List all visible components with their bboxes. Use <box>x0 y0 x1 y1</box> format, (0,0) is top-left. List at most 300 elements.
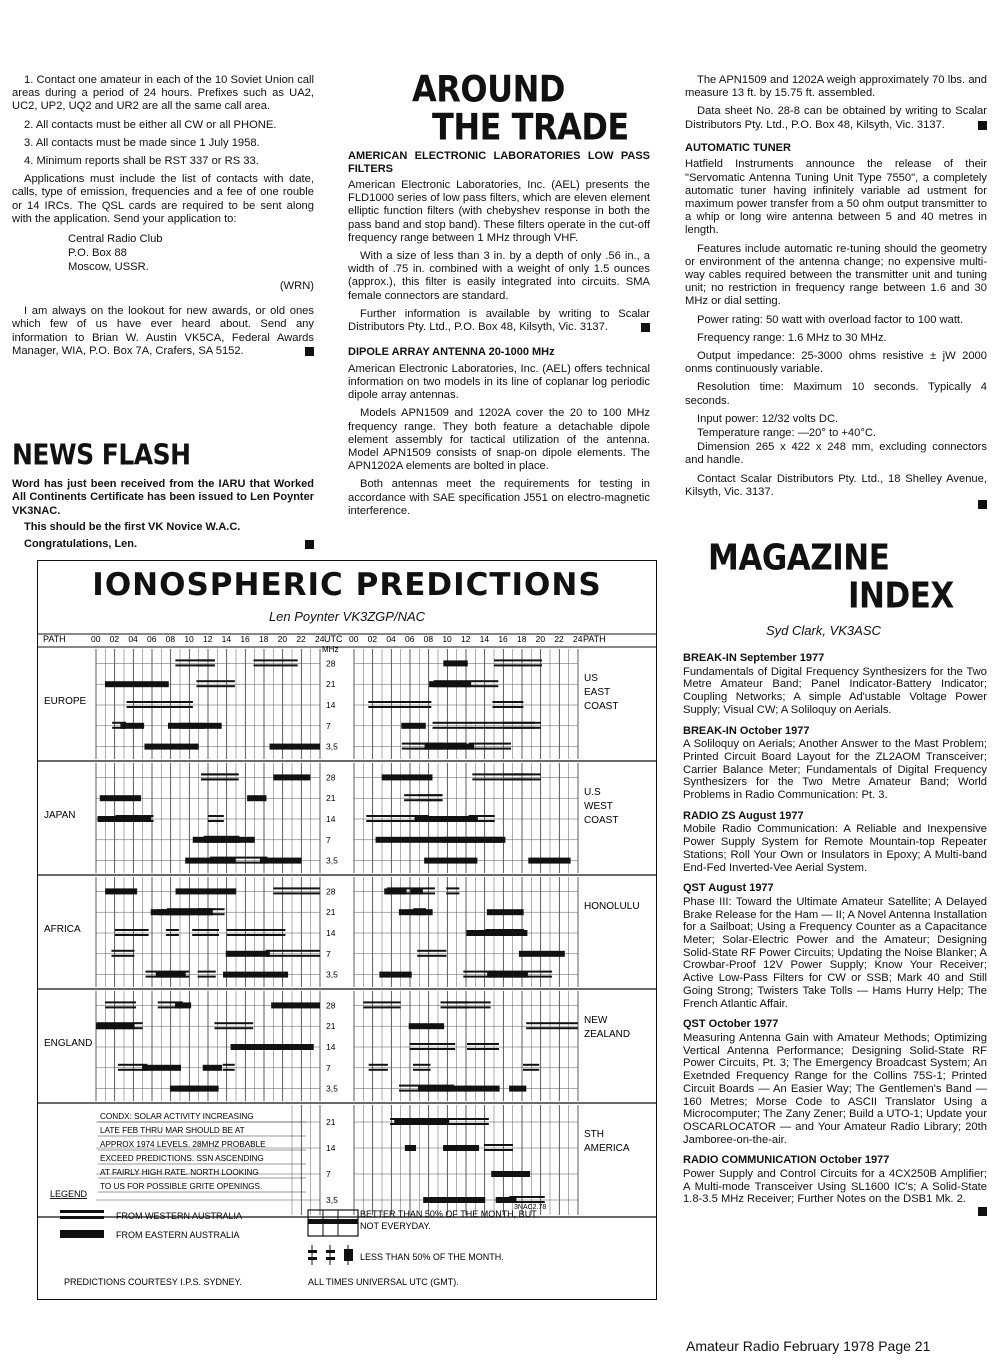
product-text: Data sheet No. 28-8 can be obtained by writing to Scalar Distributors Pty. Ltd., P.O. Box 48, Kilsyth, Vic. 3137. <box>685 105 987 131</box>
prediction-bar-west <box>214 1027 253 1029</box>
prediction-bar-west <box>366 820 388 822</box>
freq-label: 14 <box>326 700 336 710</box>
prediction-bar-west <box>198 976 216 978</box>
prediction-bar-west <box>492 701 523 703</box>
prediction-bar-west <box>369 1069 388 1071</box>
trade-paragraph: American Electronic Laboratories, Inc. (AEL) presents the FLD1000 series of low pass filters, which are eleven element elliptic function filters (with chebyshev response in both the pass band and stop band). These filters operate in the cut-off frequency range between 1 MHz through VHF. <box>348 179 650 244</box>
forecast-note-line: TO US FOR POSSIBLE GRITE OPENINGS. <box>100 1182 263 1191</box>
hour-tick-right: 22 <box>554 634 564 644</box>
section-heading: DIPOLE ARRAY ANTENNA 20-1000 MHz <box>348 346 555 359</box>
prediction-bar-west <box>469 820 495 822</box>
news-congrats <box>12 538 314 551</box>
chart-title: IONOSPHERIC PREDICTIONS <box>92 567 602 603</box>
index-text: Power Supply and Control Circuits for a 4CX250B Amplifier; A Multi-mode Transceiver Using SL1600 IC's; A Solid-State 1.8-3.5 MHz Receiver; Further Notes on the DSB1 Mk. 2. <box>683 1168 987 1206</box>
index-text: Measuring Antenna Gain with Amateur Methods; Optimizing Vertical Antenna Performance; Designing Solid-State RF Power Circuits, Pt. 3; The Emergency Broadcast System; An Exetnded Frequency Range for the Collins 75S-1; Printed Circuit Boards — An Easier Way; The Gentlemen's Band — 160 Metres; Morse Code to ASCII Translator Using a Microcomputer; The Zany Zener; Build a UTO-1; Update your OSCARLOCATOR — and Your Amateur Radio Library; 20th Jamboree-on-the-air. <box>683 1031 987 1146</box>
chart-legend <box>38 1183 656 1293</box>
prediction-bar-west <box>158 1001 183 1003</box>
prediction-bar-west <box>387 887 435 889</box>
prediction-bar-west <box>198 971 216 973</box>
prediction-bar-east <box>247 795 266 801</box>
freq-label: 7 <box>326 1169 331 1179</box>
hour-tick-right: 18 <box>517 634 527 644</box>
prediction-bar-west <box>105 1006 136 1008</box>
prediction-bar-west <box>196 685 234 687</box>
prediction-bar-west <box>97 1022 143 1024</box>
product-spec: Power rating: 50 watt with overload factor to 100 watt. <box>697 313 964 326</box>
freq-label: 7 <box>326 834 331 845</box>
lookout-text: I am always on the lookout for new awards, or old ones which few of us have ever heard about. Send any information to Brian W. Austin VK5CA, Federal Awards Manager, WIA, P.O. Box 7A, Crafers, SA 5152. <box>12 305 314 357</box>
prediction-bar-west <box>435 1118 489 1120</box>
hour-tick-left: 00 <box>91 634 101 644</box>
index-text-last <box>683 1168 987 1206</box>
hour-tick-left: 04 <box>128 634 138 644</box>
prediction-bar-east <box>379 972 411 978</box>
prediction-bar-west <box>469 748 511 750</box>
prediction-bar-west <box>192 934 219 936</box>
prediction-bar-west <box>418 794 442 796</box>
freq-label: 21 <box>326 793 336 804</box>
freq-label: 28 <box>326 772 336 783</box>
prediction-bar-west <box>467 1043 499 1045</box>
prediction-bar-west <box>266 950 320 952</box>
prediction-bar-west <box>166 929 179 931</box>
address-line: Central Radio Club <box>68 233 163 246</box>
index-heading: RADIO COMMUNICATION October 1977 <box>683 1154 890 1167</box>
prediction-bar-west <box>138 706 180 708</box>
hour-tick-left: 10 <box>184 634 194 644</box>
rule-3: 3. All contacts must be made since 1 July 1958. <box>24 136 260 149</box>
applications-paragraph: Applications must include the list of contacts with date, calls, type of emission, frequencies and a fee of one rouble or 14 IRCs. The QSL cards are required to be sent along with the application. Send your application to: <box>12 173 314 225</box>
prediction-bar-east <box>176 888 237 894</box>
prediction-bar-west <box>138 701 180 703</box>
prediction-bar-west <box>223 1064 235 1066</box>
product-paragraph: Features include automatic re-tuning should the geometry or environment of the antenna change; no expensive multi-way cables required between the transmitter unit and tuning unit; no restriction in frequency range between 1.6 and 30 MHz or dial setting. <box>685 242 987 308</box>
product-spec: Frequency range: 1.6 MHz to 30 MHz. <box>697 331 887 344</box>
hour-tick-right: 04 <box>386 634 396 644</box>
hour-tick-right: 24 <box>573 634 583 644</box>
prediction-bar-west <box>433 727 472 729</box>
prediction-bar-east <box>144 744 198 750</box>
prediction-bar-west <box>214 1022 253 1024</box>
forecast-note-line: CONDX: SOLAR ACTIVITY INCREASING <box>100 1112 254 1121</box>
freq-label: 14 <box>326 1143 336 1153</box>
hour-tick-right: 06 <box>405 634 415 644</box>
end-mark <box>978 500 987 509</box>
prediction-bar-west <box>273 887 320 889</box>
legend-title: LEGEND <box>50 1189 88 1199</box>
product-paragraph: The APN1509 and 1202A weigh approximately 70 lbs. and measure 13 ft. by 15.75 ft. assembled. <box>685 74 987 100</box>
hour-tick-left: 24 <box>315 634 325 644</box>
legend-east-swatch <box>60 1230 104 1238</box>
hour-tick-right: 20 <box>535 634 546 644</box>
product-text: Contact Scalar Distributors Pty. Ltd., 18 Shelley Avenue, Kilsyth, Vic. 3137. <box>685 472 987 498</box>
hour-tick-left: 16 <box>240 634 250 644</box>
freq-label: 14 <box>326 928 336 938</box>
prediction-bar-west <box>448 1006 491 1008</box>
prediction-bar-east <box>429 681 471 687</box>
legend-east-label: FROM EASTERN AUSTRALIA <box>116 1230 240 1240</box>
path-left-label: ENGLAND <box>44 1038 93 1049</box>
prediction-bar-east <box>464 1086 499 1092</box>
prediction-bar-west <box>273 892 320 894</box>
path-left-label: JAPAN <box>44 810 76 821</box>
freq-label: 28 <box>326 658 336 669</box>
index-text: A Soliloquy on Aerials; Another Answer to the Mast Problem; Printed Circuit Board Layout for the ZL2AOM Transceiver; Carrier Balance Meter; Fundamentals of Digital Frequency Synthesizers for the Two Metre Amateur Band; World Problems in Radio Communication: Pt. 3. <box>683 738 987 802</box>
prediction-bar-west <box>369 1064 388 1066</box>
prediction-bar-west <box>227 934 286 936</box>
path-right-label: COAST <box>584 701 619 713</box>
freq-label: 3,5 <box>326 1083 338 1094</box>
index-entry <box>683 882 987 1010</box>
prediction-bar-east <box>271 1002 320 1008</box>
path-right-label: ZEALAND <box>584 1029 631 1041</box>
prediction-bar-west <box>253 659 297 661</box>
prediction-bar-east <box>168 723 222 729</box>
prediction-bar-east <box>443 660 467 666</box>
prediction-bar-west <box>526 1022 578 1024</box>
prediction-bar-east <box>156 972 186 978</box>
prediction-bar-east <box>274 774 311 780</box>
prediction-bar-east <box>409 1023 444 1029</box>
prediction-bar-east <box>231 1044 274 1050</box>
trade-text: Further information is available by writing to Scalar Distributors Pty. Ltd., P.O. Box 48, Kilsyth, Vic. 3137. <box>348 307 650 334</box>
path-label-right: PATH <box>583 634 606 644</box>
times-text: ALL TIMES UNIVERSAL UTC (GMT). <box>308 1277 459 1287</box>
path-right-label: WEST <box>584 801 613 813</box>
end-mark <box>305 540 314 549</box>
prediction-bar-east <box>105 888 137 894</box>
path-right-label: U.S <box>584 787 601 799</box>
index-entry <box>683 725 987 802</box>
prediction-bar-west <box>503 778 524 780</box>
freq-label: 21 <box>326 907 336 918</box>
hour-tick-left: 12 <box>203 634 213 644</box>
news-text: Word has just been received from the IARU that Worked All Continents Certificate has been issued to Len Poynter VK3NAC. <box>12 478 314 517</box>
prediction-bar-west <box>489 971 552 973</box>
hour-tick-left: 20 <box>277 634 288 644</box>
end-mark <box>978 1207 987 1216</box>
legend-better-label-1: BETTER THAN 50% OF THE MONTH, BUT <box>360 1209 537 1219</box>
trade-title-2: THE TRADE <box>432 105 629 149</box>
prediction-bar-west <box>417 955 446 957</box>
prediction-bar-west <box>469 815 495 817</box>
chart-subtitle: Len Poynter VK3ZGP/NAC <box>268 609 426 624</box>
product-paragraph <box>685 473 987 499</box>
hour-tick-right: 14 <box>479 634 490 644</box>
column-products <box>685 74 987 509</box>
prediction-bar-west <box>410 1043 456 1045</box>
prediction-bar-west <box>112 727 126 729</box>
prediction-bar-west <box>175 664 215 666</box>
path-right-label: HONOLULU <box>584 901 640 913</box>
prediction-bar-east <box>223 972 288 978</box>
index-entry <box>683 1154 987 1206</box>
product-spec: Input power: 12/32 volts DC. <box>697 412 839 425</box>
mhz-label: MHz <box>322 645 339 654</box>
legend-west-label: FROM WESTERN AUSTRALIA <box>116 1211 243 1221</box>
prediction-bar-east <box>436 837 501 843</box>
prediction-bar-east <box>158 909 193 915</box>
legend-less-label: LESS THAN 50% OF THE MONTH. <box>360 1252 504 1262</box>
trade-paragraph: Both antennas meet the requirements for testing in accordance with SAE specification J551 on electro-magnetic interference. <box>348 478 650 517</box>
prediction-bar-west <box>484 1144 513 1146</box>
prediction-bar-west <box>111 950 134 952</box>
hour-tick-left: 02 <box>109 634 120 644</box>
prediction-bar-west <box>390 1118 442 1120</box>
prediction-bar-west <box>448 1001 491 1003</box>
prediction-bar-west <box>390 1123 442 1125</box>
prediction-bar-west <box>435 1123 489 1125</box>
address-block <box>68 232 314 274</box>
freq-label: 7 <box>326 1062 331 1073</box>
prediction-bar-west <box>413 1064 431 1066</box>
rule-4: 4. Minimum reports shall be RST 337 or RS 33. <box>24 155 259 168</box>
prediction-bar-west <box>399 1090 454 1092</box>
prediction-bar-west <box>115 934 149 936</box>
prediction-bar-west <box>484 1149 513 1151</box>
freq-label: 7 <box>326 948 331 959</box>
prediction-bar-west <box>266 955 320 957</box>
prediction-bar-west <box>446 892 459 894</box>
prediction-bar-west <box>158 1006 183 1008</box>
lookout-paragraph <box>12 305 314 358</box>
prediction-bar-west <box>208 815 224 817</box>
hour-tick-right: 08 <box>423 634 434 644</box>
freq-label: 21 <box>326 1117 336 1127</box>
end-mark <box>641 323 650 332</box>
hour-tick-right: 00 <box>349 634 359 644</box>
index-entry <box>683 652 987 717</box>
prediction-bar-west <box>196 680 234 682</box>
index-heading: BREAK-IN October 1977 <box>683 724 810 737</box>
product-spec: Dimension 265 x 422 x 248 mm, excluding connectors and handle. <box>685 441 987 467</box>
prediction-bar-west <box>467 1048 499 1050</box>
prediction-bar-west <box>363 1001 400 1003</box>
prediction-bar-west <box>227 929 286 931</box>
hour-tick-left: 22 <box>296 634 306 644</box>
product-spec: Temperature range: —20° to +40°C. <box>697 426 877 439</box>
page-footer: Amateur Radio February 1978 Page 21 <box>686 1338 931 1354</box>
path-right-label: COAST <box>584 815 619 827</box>
author-signature: 3NAC2.78 <box>514 1204 547 1211</box>
prediction-bar-west <box>210 857 268 859</box>
news-text: Congratulations, Len. <box>24 537 138 550</box>
product-spec: Output impedance: 25-3000 ohms resistive ± jW 2000 onms continuously variable. <box>685 349 987 376</box>
product-paragraph <box>685 105 987 131</box>
index-author: Syd Clark, VK3ASC <box>766 623 881 638</box>
column-trade <box>348 150 650 523</box>
chart-dynamic-layer <box>38 634 656 1217</box>
end-mark <box>305 347 314 356</box>
hour-tick-right: 02 <box>367 634 378 644</box>
index-entry <box>683 1018 987 1146</box>
path-right-label: STH <box>584 1129 604 1141</box>
prediction-bar-west <box>413 1069 431 1071</box>
utc-label: UTC <box>324 634 343 644</box>
rule-1: 1. Contact one amateur in each of the 10 Soviet Union call areas during a period of 24 hours. Prefixes such as UA2, UC2, UP2, UQ2 and UR2 are all the same call area. <box>12 74 314 113</box>
freq-label: 21 <box>326 679 336 690</box>
prediction-bar-west <box>413 913 426 915</box>
source-credit: (WRN) <box>279 280 314 293</box>
prediction-bar-west <box>253 664 297 666</box>
prediction-bar-west <box>433 722 472 724</box>
prediction-bar-west <box>410 1048 456 1050</box>
trade-paragraph: With a size of less than 3 in. by a depth of only .56 in., a width of .75 in. combined with a weight of only 1.5 ounces (approx.), this filter is easily integrated into circuits. SMA female connectors are standard. <box>348 250 650 302</box>
prediction-bar-west <box>504 722 540 724</box>
prediction-bar-west <box>366 815 388 817</box>
index-heading: BREAK-IN September 1977 <box>683 652 825 664</box>
prediction-bar-west <box>368 701 431 703</box>
path-left-label: AFRICA <box>44 924 81 935</box>
address-line: Moscow, USSR. <box>68 261 149 274</box>
prediction-bar-west <box>363 1006 400 1008</box>
rule-2: 2. All contacts must be either all CW or all PHONE. <box>24 118 277 131</box>
prediction-bar-west <box>494 664 542 666</box>
prediction-bar-west <box>469 743 511 745</box>
freq-label: 3,5 <box>326 741 338 752</box>
prediction-bar-east <box>226 951 270 957</box>
trade-paragraph: Models APN1509 and 1202A cover the 20 to 100 MHz frequency range. They both feature a detachable dipole element assembly for tactical utilization of the antenna. Model APN1509 consists of snap-on dipole elements. The APN1202A elements are bolted in place. <box>348 407 650 473</box>
forecast-note-line: AT FAIRLY HIGH RATE. NORTH LOOKING <box>100 1168 259 1177</box>
forecast-note-line: EXCEED PREDICTIONS. SSN ASCENDING <box>100 1154 264 1163</box>
product-paragraph: Hatfield Instruments announce the release of their "Servomatic Antenna Tuning Unit Type 7550", a completely automatic tuner having infinitely variable ad ustment for maximum power transfer from a 50 ohm output transmitter to a whip or long wire antenna between 5 and 40 metres in length. <box>685 158 987 237</box>
path-label-left: PATH <box>43 634 66 644</box>
freq-label: 3,5 <box>326 1195 338 1205</box>
prediction-bar-east <box>443 1145 479 1151</box>
prediction-bar-east <box>178 1086 218 1092</box>
prediction-bar-east <box>424 858 477 864</box>
prediction-bar-west <box>97 1027 143 1029</box>
prediction-bar-west <box>166 934 179 936</box>
prediction-bar-west <box>115 929 149 931</box>
prediction-bar-west <box>446 887 459 889</box>
legend-west-swatch <box>60 1216 104 1219</box>
forecast-note-line: APPROX 1974 LEVELS. 28MHZ PROBABLE <box>100 1140 266 1149</box>
prediction-bar-west <box>368 706 431 708</box>
path-right-label: AMERICA <box>584 1143 630 1155</box>
prediction-bar-east <box>100 795 141 801</box>
prediction-bar-west <box>523 1064 539 1066</box>
freq-label: 7 <box>326 720 331 731</box>
hour-tick-left: 06 <box>147 634 157 644</box>
index-text: Phase III: Toward the Ultimate Amateur Satellite; A Delayed Brake Release for the Ham — II; A Novel Antenna Installation for a Sailboat; Using a Frequency Counter as a Capacitance Meter; Solar-Electric Power and the Amateur; Designing Solid-State RF Power Circuits; Updating the Noise Blanker; A Crowbar-Proof 12V Power Supply; Know Your Receiver; Active Low-Pass Filters for CW or SSB; Mark 40 and Still Going Strong; Twisters Take Tolls — Hams Hurry Help; The French Atlantic Affair. <box>683 895 987 1010</box>
prediction-bar-west <box>523 1069 539 1071</box>
prediction-bar-west <box>192 929 219 931</box>
prediction-bar-west <box>492 706 523 708</box>
prediction-bar-east <box>401 723 425 729</box>
trade-title-1: AROUND <box>412 67 565 111</box>
index-list <box>683 652 987 1216</box>
index-text: Fundamentals of Digital Frequency Synthesizers for the Two Metre Amateur Band; Panel Indicator-Battery Indicator; Coupling Networks; A simple Ad'ustable Voltage Power Supply; Visual CW; A Soliloquy on Aerials. <box>683 665 987 716</box>
prediction-bar-west <box>111 955 134 957</box>
freq-label: 3,5 <box>326 969 338 980</box>
prediction-bar-west <box>198 913 214 915</box>
index-heading: QST October 1977 <box>683 1018 779 1031</box>
prediction-bar-west <box>105 1001 136 1003</box>
prediction-bar-east <box>376 837 438 843</box>
prediction-bar-east <box>105 681 169 687</box>
prediction-bar-east <box>98 816 152 822</box>
prediction-bar-west <box>402 748 467 750</box>
legend-less-swatch <box>308 1245 353 1265</box>
prediction-bar-east <box>491 1171 507 1177</box>
prediction-bar-west <box>399 1085 454 1087</box>
path-left-label: EUROPE <box>44 696 87 707</box>
prediction-bar-west <box>503 773 524 775</box>
hour-tick-right: 12 <box>461 634 471 644</box>
prediction-bar-west <box>201 773 238 775</box>
section-heading: AMERICAN ELECTRONIC LABORATORIES LOW PASS FILTERS <box>348 150 650 175</box>
freq-label: 14 <box>326 814 336 824</box>
index-entry <box>683 810 987 875</box>
index-heading: QST August 1977 <box>683 882 774 895</box>
freq-label: 28 <box>326 886 336 897</box>
prediction-bar-west <box>413 908 426 910</box>
address-line: P.O. Box 88 <box>68 247 127 260</box>
index-heading: RADIO ZS August 1977 <box>683 809 804 822</box>
trade-paragraph <box>348 308 650 334</box>
prediction-bar-east <box>528 858 570 864</box>
prediction-bar-west <box>208 820 224 822</box>
path-right-label: US <box>584 673 598 685</box>
freq-label: 21 <box>326 1021 336 1032</box>
index-text: Mobile Radio Communication: A Reliable and Inexpensive Power Supply System for Remote Mountain-top Repeater Stations; Roll Your Own or Insulators in Epoxy; A Multi-band End-Fed Inverted-Vee Aerial System. <box>683 823 987 874</box>
prediction-bar-east <box>203 1065 222 1071</box>
freq-label: 3,5 <box>326 855 338 866</box>
section-heading: AUTOMATIC TUNER <box>685 141 791 154</box>
freq-label: 28 <box>326 1000 336 1011</box>
prediction-bar-east <box>519 951 565 957</box>
prediction-bar-west <box>210 862 268 864</box>
column-awards <box>12 74 314 363</box>
index-title-1: MAGAZINE <box>708 537 890 579</box>
legend-better-label-2: NOT EVERYDAY. <box>360 1221 431 1231</box>
prediction-bar-west <box>387 892 435 894</box>
news-text: This should be the first VK Novice W.A.C. <box>24 521 241 534</box>
prediction-bar-west <box>201 778 238 780</box>
hour-tick-left: 18 <box>259 634 269 644</box>
prediction-bar-west <box>223 1069 235 1071</box>
hour-tick-right: 10 <box>442 634 452 644</box>
forecast-note-line: LATE FEB THRU MAR SHOULD BE AT <box>100 1126 245 1135</box>
prediction-bar-east <box>142 1065 181 1071</box>
news-flash-title: NEWS FLASH <box>12 437 191 472</box>
ionospheric-chart <box>37 560 657 1300</box>
prediction-bar-east <box>193 837 255 843</box>
courtesy-text: PREDICTIONS COURTESY I.P.S. SYDNEY. <box>64 1277 242 1287</box>
trade-paragraph: American Electronic Laboratories, Inc. (AEL) offers technical information on two models in its line of coplanar log periodic dipole array antennas. <box>348 362 650 402</box>
prediction-bar-west <box>417 950 446 952</box>
hour-tick-left: 08 <box>165 634 176 644</box>
prediction-bar-west <box>526 1027 578 1029</box>
freq-label: 14 <box>326 1042 336 1052</box>
prediction-bar-west <box>418 799 442 801</box>
prediction-bar-east <box>509 1086 526 1092</box>
end-mark <box>978 121 987 130</box>
prediction-bar-east <box>467 930 528 936</box>
prediction-bar-west <box>504 727 540 729</box>
hour-tick-left: 14 <box>221 634 232 644</box>
path-right-label: EAST <box>584 687 611 699</box>
prediction-bar-west <box>198 908 214 910</box>
prediction-bar-west <box>175 659 215 661</box>
legend-west-swatch <box>60 1210 104 1213</box>
legend-better-swatch <box>308 1219 358 1224</box>
news-flash-body <box>12 478 314 556</box>
hour-tick-right: 16 <box>498 634 508 644</box>
prediction-bar-east <box>382 774 433 780</box>
index-title-2: INDEX <box>848 575 954 617</box>
